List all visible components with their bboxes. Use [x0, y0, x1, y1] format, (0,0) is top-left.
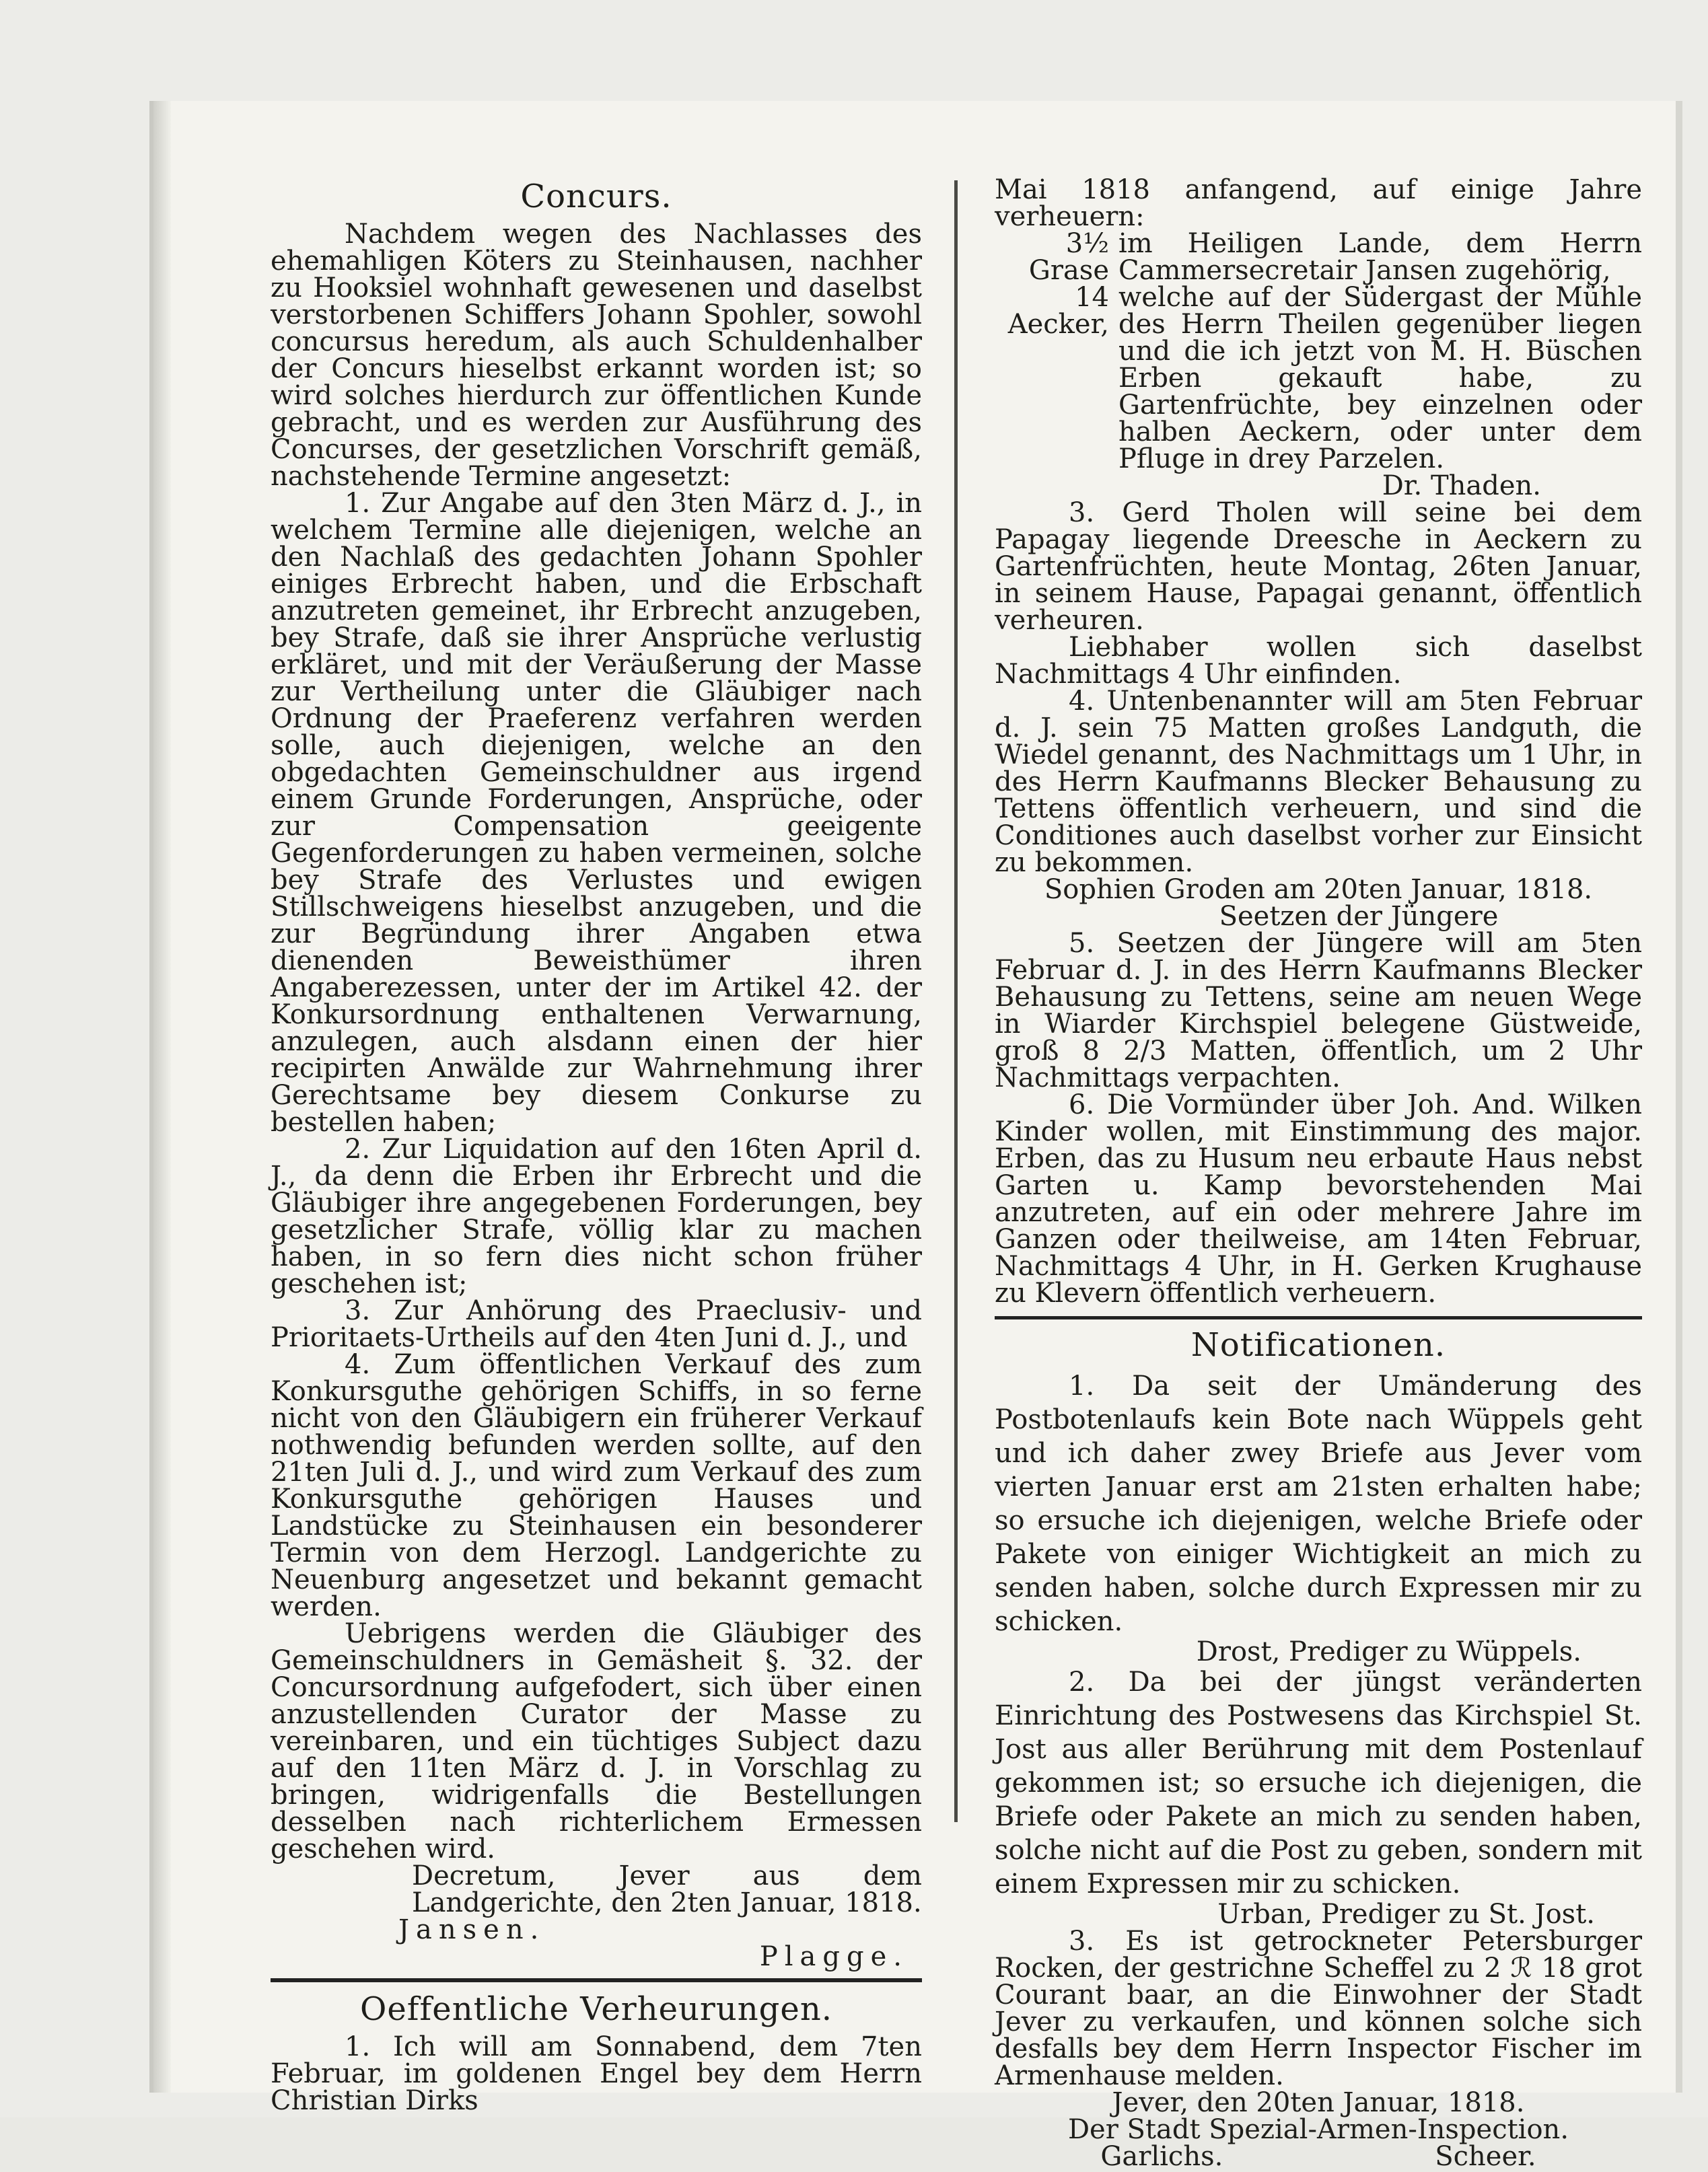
verheurung-item-6: 6. Die Vormünder über Joh. And. Wilken Kinder wollen, mit Einstimmung des major. Erben, das zu Husum neu erbaute Haus nebst Garten u. Kamp bevorstehenden Mai anzutreten, auf ein oder mehrere Jahre im Ganzen oder theilweise, am 14ten Februar, Nachmittags 4 Uhr, in H. Gerken Krughause zu Klevern öffentlich verheuern. [995, 1089, 1642, 1309]
section-title-notificationen: Notificationen. [1190, 1326, 1446, 1364]
signature-plagge: Plagge. [759, 1941, 909, 1972]
verheurung-item-3: 3. Gerd Tholen will seine bei dem Papagay liegende Dreesche in Aeckern zu Gartenfrüchten, heute Montag, 26ten Januar, in seinem Hause, Papagai genannt, öffentlich verheuren. [995, 497, 1642, 636]
notification-2: 2. Da bei der jüngst veränderten Einrichtung des Postwesens das Kirchspiel St. Jost aus aller Berührung mit dem Postenlauf gekommen ist; so ersuche ich diejenigen, die Briefe oder Pakete an mich zu senden haben, solche nicht auf die Post zu geben, sondern mit einem Expressen mir zu schicken. [995, 1667, 1642, 1899]
verheurung-item-1: 1. Ich will am Sonnabend, dem 7ten Februar, im goldenen Engel bey dem Herrn Christian Dirks [271, 2031, 922, 2116]
signature-drost: Drost, Prediger zu Wüppels. [1196, 1636, 1581, 1667]
verheurung-continuation: Mai 1818 anfangend, auf einige Jahre verheuern: [995, 174, 1642, 232]
signature-thaden: Dr. Thaden. [1382, 470, 1541, 501]
signature-garlichs: Garlichs. [1100, 2141, 1223, 2172]
concurs-item-2: 2. Zur Liquidation auf den 16ten April d. J., da denn die Erben ihr Erbrecht und die Gläubiger ihre angegebenen Forderungen, bey gesetzlicher Strafe, völlig klar zu machen haben, in so fern dies nicht schon früher geschehen ist; [271, 1134, 922, 1299]
concurs-item-3: 3. Zur Anhörung des Praeclusiv- und Prioritaets-Urtheils auf den 4ten Juni d. J., und [271, 1295, 922, 1353]
signatures-garlichs-scheer [995, 2143, 1642, 2170]
lease-description: welche auf der Südergast der Mühle des Herrn Theilen gegenüber liegen und die ich jetzt von M. H. Büschen Erben gekauft habe, zu Gartenfrüchte, bey einzelnen oder halben Aeckern, oder unter dem Pfluge in drey Parzelen. [1118, 282, 1642, 474]
section-rule [995, 1316, 1642, 1319]
page-spine [153, 101, 171, 2093]
section-rule [271, 1978, 922, 1982]
section-title-concurs: Concurs. [520, 178, 672, 215]
right-column [995, 176, 1642, 2170]
lease-description: im Heiligen Lande, dem Herrn Cammersecretair Jansen zugehörig, [1118, 228, 1642, 286]
lease-row-aecker [995, 284, 1642, 472]
concurs-item-4: 4. Zum öffentlichen Verkauf des zum Konkursguthe gehörigen Schiffs, in so ferne nicht von den Gläubigern ein früherer Verkauf nothwendig befunden werden sollte, auf den 21ten Juli d. J., und wird zum Verkauf des zum Konkursguthe gehörigen Hauses und Landstücke zu Steinhausen ein besonderer Termin von dem Herzogl. Landgerichte zu Neuenburg angesetzet und bekannt gemacht werden. [271, 1349, 922, 1622]
notification-3: 3. Es ist getrockneter Petersburger Rocken, der gestrichne Scheffel zu 2 ℛ 18 grot Courant baar, an die Einwohner der Stadt Jever zu verkaufen, und können solche sich desfalls bey dem Herrn Inspector Fischer im Armenhause melden. [995, 1926, 1642, 2091]
signature-scheer: Scheer. [1435, 2141, 1536, 2172]
verheurung-item-3b: Liebhaber wollen sich daselbst Nachmittags 4 Uhr einfinden. [995, 632, 1642, 690]
place-date-sophien-groden: Sophien Groden am 20ten Januar, 1818. [1044, 874, 1593, 905]
verheurung-item-4: 4. Untenbenannter will am 5ten Februar d. J. sein 75 Matten großes Landguth, die Wiedel genannt, des Nachmittags um 1 Uhr, in des Herrn Kaufmanns Blecker Behausung zu Tettens öffentlich verheuern, und sind die Conditiones auch daselbst vorher zur Einsicht zu bekommen. [995, 686, 1642, 878]
decretum: Decretum, Jever aus dem Landgerichte, den 2ten Januar, 1818. [412, 1860, 922, 1918]
column-divider [954, 180, 958, 1822]
lease-amount: 3½ Grase [1028, 228, 1109, 286]
section-title-verheurungen: Oeffentliche Verheurungen. [360, 1990, 832, 2028]
page-edge [1676, 101, 1682, 2093]
verheurung-item-5: 5. Seetzen der Jüngere will am 5ten Februar d. J. in des Herrn Kaufmanns Blecker Behausung zu Tettens, seine am neuen Wege in Wiarder Kirchspiel belegene Güstweide, groß 8 2/3 Matten, öffentlich, um 2 Uhr Nachmittags verpachten. [995, 928, 1642, 1093]
signature-seetzen: Seetzen der Jüngere [1219, 901, 1499, 932]
signature-jansen: Jansen. [398, 1914, 546, 1945]
notification-1: 1. Da seit der Umänderung des Postbotenlaufs kein Bote nach Wüppels geht und ich daher zwey Briefe aus Jever vom vierten Januar erst am 21sten erhalten habe; so ersuche ich diejenigen, welche Briefe oder Pakete von einiger Wichtigkeit an mich zu senden haben, solche durch Expressen mir zu schicken. [995, 1371, 1642, 1637]
lease-amount: 14 Aecker, [1007, 282, 1109, 340]
left-column [271, 176, 922, 2114]
signature-urban: Urban, Prediger zu St. Jost. [1217, 1899, 1595, 1930]
place-date-jever: Jever, den 20ten Januar, 1818. [1112, 2087, 1525, 2118]
concurs-intro: Nachdem wegen des Nachlasses des ehemahligen Köters zu Steinhausen, nachher zu Hooksiel wohnhaft gewesenen und daselbst verstorbenen Schiffers Johann Spohler, sowohl concursus heredum, als auch Schuldenhalber der Concurs hieselbst erkannt worden ist; so wird solches hierdurch zur öffentlichen Kunde gebracht, und es werden zur Ausführung des Concurses, der gesetzlichen Vorschrift gemäß, nachstehende Termine angesetzt: [271, 219, 922, 492]
concurs-uebrigens: Uebrigens werden die Gläubiger des Gemeinschuldners in Gemäsheit §. 32. der Concursordnung aufgefodert, sich über einen anzustellenden Curator der Masse zu vereinbaren, und ein tüchtiges Subject dazu auf den 11ten März d. J. in Vorschlag zu bringen, widrigenfalls die Bestellungen desselben nach richterlichem Ermessen geschehen wird. [271, 1618, 922, 1865]
concurs-item-1: 1. Zur Angabe auf den 3ten März d. J., in welchem Termine alle diejenigen, welche an den Nachlaß des gedachten Johann Spohler einiges Erbrecht haben, und die Erbschaft anzutreten gemeinet, ihr Erbrecht anzugeben, bey Strafe, daß sie ihrer Ansprüche verlustig erkläret, und mit der Veräußerung der Masse zur Vertheilung unter die Gläubiger nach Ordnung der Praeferenz verfahren werden solle, auch diejenigen, welche an den obgedachten Gemeinschuldner aus irgend einem Grunde Forderungen, Ansprüche, oder zur Compensation geeigente Gegenforderungen zu haben vermeinen, solche bey Strafe des Verlustes und ewigen Stillschweigens hieselbst anzugeben, und die zur Begründung ihrer Angaben etwa dienenden Beweisthümer ihren Angaberezessen, unter der im Artikel 42. der Konkursordnung enthaltenen Verwarnung, anzulegen, auch alsdann einen der hier recipirten Anwälde zur Wahrnehmung ihrer Gerechtsame bey diesem Conkurse zu bestellen haben; [271, 488, 922, 1138]
lease-row-grase [995, 230, 1642, 284]
office-armen-inspection: Der Stadt Spezial-Armen-Inspection. [1067, 2114, 1569, 2145]
